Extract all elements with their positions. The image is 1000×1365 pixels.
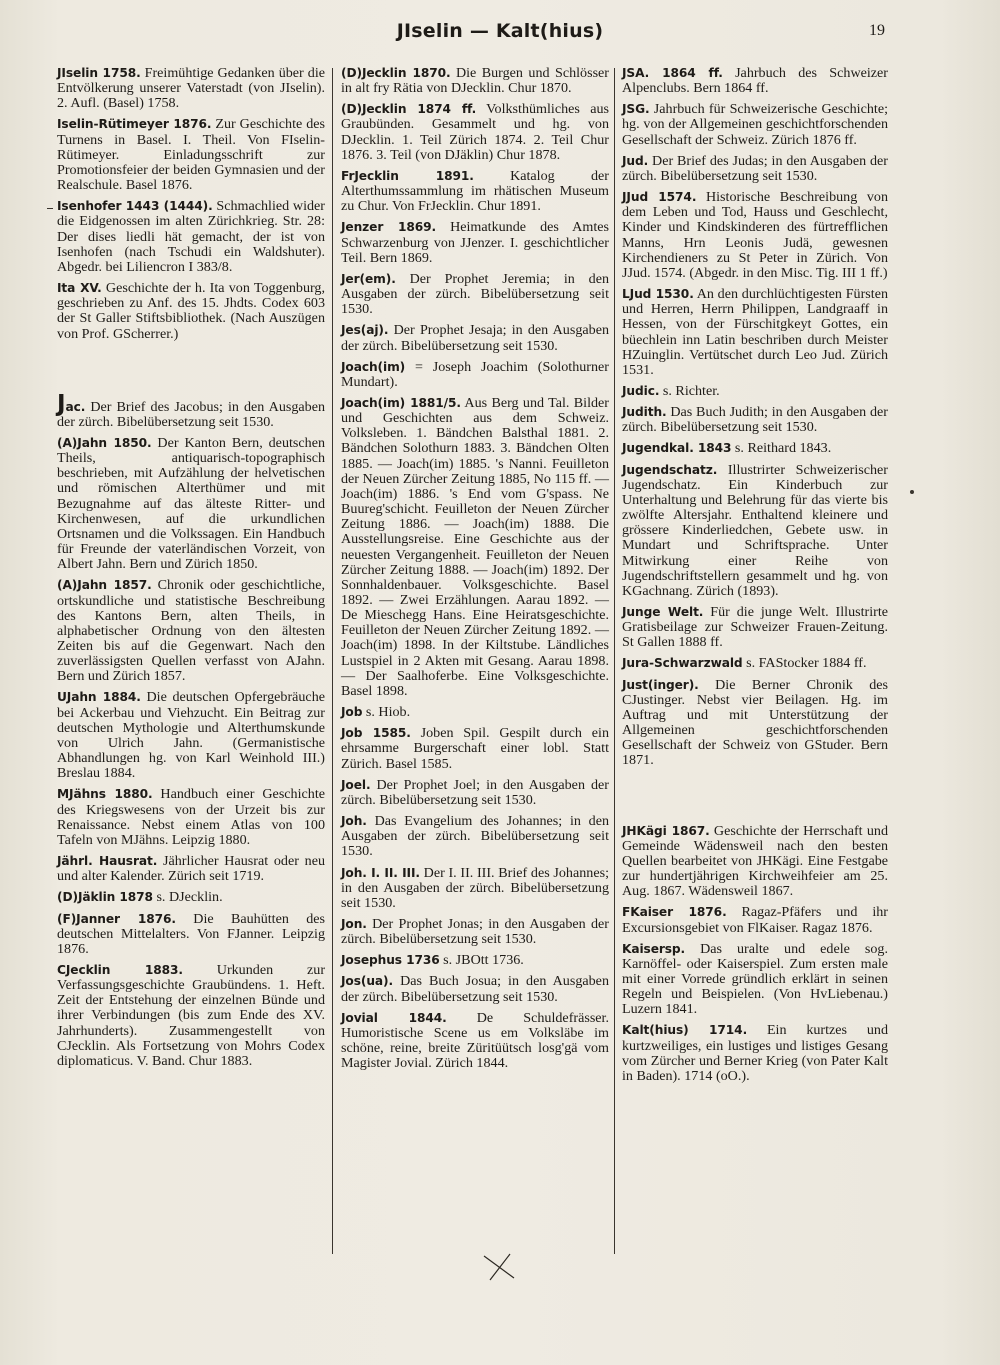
entry-text: s. DJecklin. xyxy=(152,889,223,906)
bibliography-entry xyxy=(622,441,888,456)
bibliography-entry xyxy=(57,854,325,884)
entry-text: s. Reithard 1843. xyxy=(731,440,832,457)
entry-text: s. FAStocker 1884 ff. xyxy=(742,655,867,672)
column-divider xyxy=(614,68,615,1254)
bibliography-entry xyxy=(341,1011,609,1072)
entry-text: Jahrbuch des Schweizer Alpenclubs. Bern 1864 ff. xyxy=(622,65,888,97)
column-3 xyxy=(622,66,888,1090)
entry-siglum: Jes(aj). xyxy=(341,323,389,338)
entry-siglum: Just(inger). xyxy=(622,677,699,692)
entry-text: Geschichte der Herrschaft und Gemeinde Wädensweil nach den besten Quellen bearbeitet von JHKägi. Eine Festgabe zur hundertjährigen Kirchweihfeier am 25. Aug. 1867. Wädensweil 1867. xyxy=(622,822,888,900)
bibliography-entry xyxy=(622,824,888,900)
bibliography-entry xyxy=(57,281,325,342)
entry-text: Handbuch einer Geschichte des Kriegswesens von der Urzeit bis zur Renaissance. Nebst einem Atlas von 100 Tafeln von MJähns. Leipzig 1880. xyxy=(57,786,325,848)
entry-siglum: Job xyxy=(341,705,363,720)
bibliography-entry xyxy=(57,199,325,275)
entry-text: Chronik oder geschichtliche, ortskundliche und statistische Beschreibung des Kantons Bern, alten Theils, in alphabetischer Ordnung von den ältesten Zeiten bis auf die Gegenwart. Nach den zuverlässigsten Quellen verfasst von AJahn. Bern und Zürich 1857. xyxy=(57,577,325,685)
entry-siglum: Jos(ua). xyxy=(341,974,394,989)
bibliography-entry xyxy=(57,912,325,957)
bibliography-entry xyxy=(341,169,609,214)
bibliography-entry xyxy=(622,102,888,147)
bibliography-entry xyxy=(622,605,888,650)
entry-siglum: FrJecklin 1891. xyxy=(341,168,474,183)
bibliography-entry xyxy=(622,942,888,1018)
bibliography-entry xyxy=(57,66,325,111)
bibliography-entry xyxy=(57,690,325,781)
entry-text: Die deutschen Opfergebräuche bei Ackerbau und Viehzucht. Ein Beitrag zur deutschen Mythologie und Alterthumskunde von Ulrich Jahn. (Germanistische Abhandlungen hg. von Karl Weinhold III.) Breslau 1884. xyxy=(57,689,325,782)
entry-text: Urkunden zur Verfassungsgeschichte Graubündens. 1. Heft. Zeit der Entstehung der einzelnen Bünde und ihrer Verbindungen (bis zum Ende des XV. Jahrhunderts). Zusammengestellt von CJecklin. Als Fortsetzung von Mohrs Codex diplomaticus. V. Band. Chur 1883. xyxy=(57,961,326,1069)
entry-siglum: Joel. xyxy=(341,777,371,792)
bibliography-entry xyxy=(341,705,609,720)
entry-text: Für die junge Welt. Illustrirte Gratisbeilage zur Schweizer Frauen-Zeitung. St Gallen 1888 ff. xyxy=(622,604,888,651)
bibliography-entry xyxy=(622,678,888,769)
entry-siglum: MJähns 1880. xyxy=(57,787,153,802)
entry-text: Der Prophet Joel; in den Ausgaben der zürch. Bibelübersetzung seit 1530. xyxy=(341,776,609,808)
bibliography-entry xyxy=(341,866,609,911)
bibliography-entry xyxy=(341,917,609,947)
bibliography-entry xyxy=(341,360,609,390)
entry-text: Jährlicher Hausrat oder neu und alter Kalender. Zürich seit 1719. xyxy=(57,853,325,885)
entry-siglum: Judith. xyxy=(622,405,667,420)
entry-siglum: (D)Jecklin 1874 ff. xyxy=(341,102,477,117)
bibliography-entry xyxy=(341,323,609,353)
entry-text: Das uralte und edele sog. Karnöffel- oder Kaiserspiel. Zum ersten male mit einer Vorrede gründlich erklärt in seinen Regeln und Beispielen. (Von HvLiebenau.) Luzern 1841. xyxy=(622,940,888,1018)
entry-siglum: Joach(im) 1881/5. xyxy=(341,395,461,410)
entry-siglum: JSG. xyxy=(622,102,650,117)
entry-text: Das Evangelium des Johannes; in den Ausgaben der zürch. Bibelübersetzung seit 1530. xyxy=(341,813,609,860)
entry-siglum: Junge Welt. xyxy=(622,605,704,619)
entry-text: Der Kanton Bern, deutschen Theils, antiquarisch-topographisch beschrieben, mit Aufzählung der helvetischen und römischen Alterthümer und mit Bezugnahme auf das älteste Ritter- und Kirchenwesen, auf die urkundlichen Ortsnamen und die Volkssagen. Ein Handbuch für Freunde der vaterländischen Vorzeit, von Albert Jahn. Bern und Zürich 1850. xyxy=(57,434,325,573)
entry-siglum: (D)Jecklin 1870. xyxy=(341,66,451,80)
bibliography-entry xyxy=(622,1023,888,1084)
entry-text: Der Brief des Jacobus; in den Ausgaben der zürch. Bibelübersetzung seit 1530. xyxy=(57,398,325,430)
entry-text: Der Prophet Jesaja; in den Ausgaben der zürch. Bibelübersetzung seit 1530. xyxy=(341,322,609,354)
bibliography-entry xyxy=(622,66,888,96)
entry-siglum: JJud 1574. xyxy=(622,190,697,205)
entry-text: Illustrirter Schweizerischer Jugendschatz. Ein Kinderbuch zur Unterhaltung und Belehrung für das vierte bis zwölfte Altersjahr. Enthaltend kleinere und grössere Kinderliedchen, Gebete usw. in Mundart und Schriftsprache. Unter Mitwirkung einer Reihe von Jugendschriftstellern gesammelt und hg. von KGachnang. Zürich (1893). xyxy=(622,461,888,599)
bibliography-entry xyxy=(341,974,609,1004)
entry-siglum: Jon. xyxy=(341,916,367,931)
entry-siglum: CJecklin 1883. xyxy=(57,962,183,977)
entry-text: Das Buch Judith; in den Ausgaben der zürch. Bibelübersetzung seit 1530. xyxy=(622,404,888,436)
entry-text: Ragaz-Pfäfers und ihr Excursionsgebiet von FlKaiser. Ragaz 1876. xyxy=(622,904,888,936)
entry-siglum: Joh. xyxy=(341,814,367,829)
entry-text: s. JBOtt 1736. xyxy=(439,952,524,969)
entry-siglum: (A)Jahn 1857. xyxy=(57,578,152,593)
entry-text: Der Prophet Jeremia; in den Ausgaben der zürch. Bibelübersetzung seit 1530. xyxy=(341,270,609,318)
entry-siglum: Jugendschatz. xyxy=(622,462,718,477)
column-1 xyxy=(57,66,325,1075)
entry-text: Der I. II. III. Brief des Johannes; in den Ausgaben der zürch. Bibelübersetzung seit 1530. xyxy=(341,864,609,911)
entry-text: Katalog der Alterthumssammlung im rhätischen Museum zu Chur. Von FrJecklin. Chur 1891. xyxy=(341,167,609,215)
entry-siglum: Isenhofer 1443 (1444). xyxy=(57,199,213,214)
bibliography-entry xyxy=(622,154,888,184)
entry-text: An den durchlüchtigesten Fürsten und Herren, Herrn Philippen, Landgraaff in Hessen, von der Fürschitgkeyt Gottes, ein büechlein inn Latin beschriben durch Meister HZuinglin. Vertütschet durch Leo Jud. Zürich 1531. xyxy=(622,286,888,378)
entry-siglum: Jovial 1844. xyxy=(341,1010,447,1025)
entry-siglum: Jenzer 1869. xyxy=(341,220,436,235)
entry-siglum: Jugendkal. 1843 xyxy=(622,441,732,456)
entry-siglum: Kaisersp. xyxy=(622,941,686,956)
entry-text: Ein kurtzes und kurtzweiliges, ein lustiges und listiges Gesang vom Zürcher und Berner Krieg (von Pater Kalt in Baden). 1714 (oO.). xyxy=(622,1022,889,1084)
entry-text: = Joseph Joachim (Solothurner Mundart). xyxy=(341,358,609,390)
entry-text: Die Bauhütten des deutschen Mittelalters. Von FJanner. Leipzig 1876. xyxy=(57,910,325,957)
entry-text: Historische Beschreibung von dem Leben und Tod, Hauss und Geschlecht, Kinder und Kindskinderen des fürtrefflichen Manns, Hrn Leonis Judä, gewesnen Kirchendieners zu St Peter in Zürich. Von JJud. 1574. (Abgedr. in den Misc. Tig. III 1 ff.) xyxy=(622,189,889,281)
column-2 xyxy=(341,66,609,1077)
margin-mark xyxy=(47,208,53,209)
bibliography-entry xyxy=(57,117,325,193)
entry-text: Der Prophet Jonas; in den Ausgaben der zürch. Bibelübersetzung seit 1530. xyxy=(341,915,609,948)
entry-siglum: (F)Janner 1876. xyxy=(57,911,176,926)
entry-siglum: Joach(im) xyxy=(341,359,406,374)
entry-siglum: (D)Jäklin 1878 xyxy=(57,890,153,905)
entry-text: Zur Geschichte des Turnens in Basel. I. Theil. Von FIselin-Rütimeyer. Einladungsschrift zur Promotionsfeier der beiden Gymnasien und der Realschule. Basel 1876. xyxy=(57,116,325,194)
entry-siglum: Jährl. Hausrat. xyxy=(57,854,158,869)
pencil-cross-mark xyxy=(480,1252,520,1282)
entry-text: Volksthümliches aus Graubünden. Gesammelt und hg. von DJecklin. 1. Teil Zürich 1874. 2. Teil Chur 1876. 3. Teil (von DJäklin) Chur 1878. xyxy=(341,101,609,163)
entry-siglum: Kalt(hius) 1714. xyxy=(622,1023,748,1038)
bibliography-entry xyxy=(341,66,609,96)
running-title: JIselin — Kalt(hius) xyxy=(396,20,604,42)
entry-text: Joben Spil. Gespilt durch ein ehrsamme Burgerschaft einer lobl. Statt Zürich. Basel 1585. xyxy=(341,725,609,772)
bibliography-entry xyxy=(622,463,888,599)
entry-siglum: JIselin 1758. xyxy=(57,66,141,80)
bibliography-entry xyxy=(341,953,609,968)
scan-speck xyxy=(910,490,914,494)
bibliography-entry xyxy=(622,905,888,935)
bibliography-entry xyxy=(622,405,888,435)
bibliography-entry xyxy=(341,220,609,265)
bibliography-entry xyxy=(341,396,609,699)
bibliography-entry xyxy=(341,272,609,317)
entry-siglum: Judic. xyxy=(622,383,660,398)
entry-siglum: Jer(em). xyxy=(341,271,396,286)
entry-siglum: Jud. xyxy=(622,153,649,168)
page-number: 19 xyxy=(869,22,885,39)
bibliography-entry xyxy=(341,778,609,808)
entry-siglum: Ita XV. xyxy=(57,281,102,296)
entry-siglum: FKaiser 1876. xyxy=(622,905,727,920)
entry-siglum: LJud 1530. xyxy=(622,287,694,302)
bibliography-entry xyxy=(622,384,888,399)
entry-siglum: Iselin-Rütimeyer 1876. xyxy=(57,117,212,132)
entry-text: Aus Berg und Tal. Bilder und Geschichten aus dem Schweiz. Volksleben. 1. Bändchen Balsthal 1881. 2. Bändchen Solothurn 1883. 3. Bändchen Olten 1885. — Joach(im) 1885. 's Nanni. Feuilleton der Neuen Zürcher Zeitung 1885, No 115 ff. — Joach(im) 1886. 's End vom G'spass. Ne Buureg'schicht. Feuilleton der Neuen Zürcher Zeitung 1886. — Joach(im) 1888. Die Ausstellungsreise. Eine Geschichte aus der neuesten Vergangenheit. Feuilleton der Neuen Zürcher Zeitung 1888. — Joach(im) 1892. Der Sonnhaldenbauer. Volksgeschichte. Basel 1892. — Zwei Erzählungen. Aarau 1892. — De Mieschegg Hans. Eine Heiratsgeschichte. Feuilleton der Neuen Zürcher Zeitung 1892. — Joach(im) 1898. In der Kiltstube. Ländliches Lustspiel in 2 Akten mit Gesang. Aarau 1898. — Der Saalhoferbe. Eine Volksgeschichte. Basel 1898. xyxy=(341,394,609,699)
entry-text: De Schuldefrässer. Humoristische Scene us em Volksläbe im schöne, reine, breite Züritüütsch losg'gä vom Magister Jovial. Zürich 1844. xyxy=(341,1009,609,1072)
bibliography-entry xyxy=(341,814,609,859)
entry-text: Der Brief des Judas; in den Ausgaben der zürch. Bibelübersetzung seit 1530. xyxy=(622,152,888,184)
page-header xyxy=(0,18,1000,46)
column-divider xyxy=(332,68,333,1254)
bibliography-entry xyxy=(622,287,888,378)
entry-siglum: Jac. xyxy=(57,390,86,417)
bibliography-entry xyxy=(57,578,325,684)
bibliography-entry xyxy=(57,890,325,905)
entry-siglum: Joh. I. II. III. xyxy=(341,865,420,880)
entry-siglum: JHKägi 1867. xyxy=(622,823,710,838)
entry-siglum: Jura-Schwarzwald xyxy=(622,656,743,671)
entry-text: Die Berner Chronik des CJustinger. Nebst vier Beilagen. Hg. im Auftrag und mit Unterstützung der Allgemeinen geschichtforschenden Gesellschaft der Schweiz von GStuder. Bern 1871. xyxy=(622,676,888,769)
entry-text: s. Hiob. xyxy=(362,704,411,721)
entry-siglum: JSA. 1864 ff. xyxy=(622,66,723,80)
entry-siglum: Josephus 1736 xyxy=(341,953,440,968)
entry-text: Jahrbuch für Schweizerische Geschichte; hg. von der Allgemeinen geschichtforschenden Gesellschaft der Schweiz. Zürich 1876 ff. xyxy=(622,101,888,148)
entry-text: Die Burgen und Schlösser in alt fry Rätia von DJecklin. Chur 1870. xyxy=(341,65,609,97)
bibliography-entry xyxy=(57,787,325,848)
entry-text: s. Richter. xyxy=(659,382,720,399)
bibliography-entry xyxy=(57,436,325,572)
entry-siglum: (A)Jahn 1850. xyxy=(57,435,152,450)
entry-siglum: UJahn 1884. xyxy=(57,690,141,705)
bibliography-entry xyxy=(57,963,325,1069)
bibliography-entry xyxy=(341,726,609,771)
bibliography-entry xyxy=(622,656,888,671)
entry-siglum: Job 1585. xyxy=(341,726,411,741)
bibliography-entry xyxy=(341,102,609,163)
entry-text: Geschichte der h. Ita von Toggenburg, geschrieben zu Anf. des 15. Jhdts. Codex 603 der St Galler Stiftsbibliothek. (Nach Auszügen von Prof. GScherrer.) xyxy=(57,280,325,342)
bibliography-entry xyxy=(57,390,325,430)
entry-text: Heimatkunde des Amtes Schwarzenburg von JJenzer. I. geschichtlicher Teil. Bern 1869. xyxy=(341,219,609,266)
entry-text: Freimühtige Gedanken über die Entvölkerung unserer Vaterstadt (von JIselin). 2. Aufl. (Basel) 1758. xyxy=(57,65,325,112)
entry-text: Schmachlied wider die Eidgenossen im alten Zürichkrieg. Str. 28: Der dises liedli hät gemacht, der ist von Isenhofen (nach Tschudi ein Waldshuter). Abgedr. bei Liliencron I 383/8. xyxy=(57,198,325,275)
bibliography-entry xyxy=(622,190,888,281)
entry-text: Das Buch Josua; in den Ausgaben der zürch. Bibelübersetzung seit 1530. xyxy=(341,973,609,1005)
